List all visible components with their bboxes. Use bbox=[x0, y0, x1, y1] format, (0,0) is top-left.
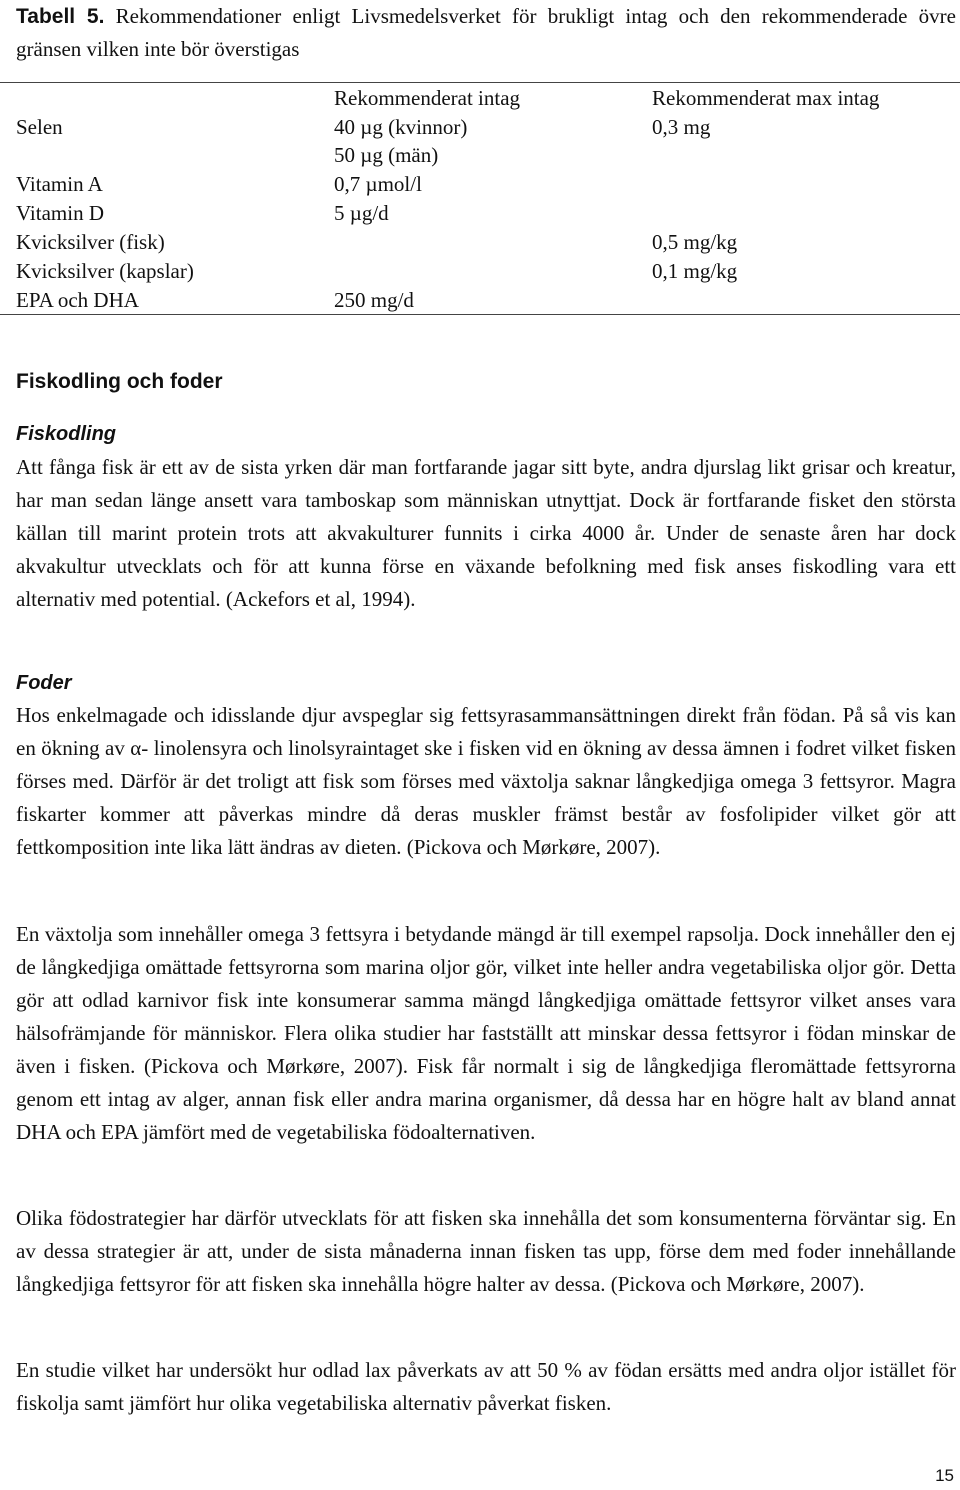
paragraph: Att fånga fisk är ett av de sista yrken där man fortfarande jagar sitt byte, andra djurslag likt grisar och kreatur, har man sedan länge ansett vara tamboskap som människan utnyttjat. Dock är fortfarande fisket den största källan till marint protein trots att akvakulturer funnits i cirka 4000 år. Under de senaste åren har dock akvakultur utvecklats och för att kunna förse en växande befolkning med fisk anses fiskodling vara ett alternativ med potential. (Ackefors et al, 1994). bbox=[16, 455, 956, 611]
table-label: Tabell 5. bbox=[16, 5, 105, 28]
row-name: Vitamin D bbox=[16, 201, 104, 225]
row-intake: 5 µg/d bbox=[334, 201, 389, 225]
header-intake: Rekommenderat intag bbox=[334, 86, 521, 110]
table-bottom-rule bbox=[0, 314, 960, 315]
row-max: 0,3 mg bbox=[652, 115, 711, 139]
row-name: Selen bbox=[16, 115, 63, 139]
subsection-title: Foder bbox=[16, 672, 72, 694]
table-top-rule bbox=[0, 82, 960, 83]
row-name: Kvicksilver (fisk) bbox=[16, 230, 165, 254]
row-name: Kvicksilver (kapslar) bbox=[16, 259, 194, 283]
header-max: Rekommenderat max intag bbox=[652, 86, 880, 110]
row-max: 0,1 mg/kg bbox=[652, 259, 738, 283]
row-intake: 0,7 µmol/l bbox=[334, 172, 422, 196]
recommendation-table bbox=[0, 82, 960, 322]
row-name: Vitamin A bbox=[16, 172, 103, 196]
table-caption-text: Rekommendationer enligt Livsmedelsverket för brukligt intag och den rekommenderade övre gränsen vilken inte bör överstigas bbox=[16, 4, 956, 61]
page-number: 15 bbox=[935, 1466, 954, 1485]
table-caption bbox=[16, 0, 956, 65]
paragraph: En studie vilket har undersökt hur odlad lax påverkats av att 50 % av födan ersätts med andra oljor istället för fiskolja samt jämfört hur olika vegetabiliska alternativ påverkat fisken. bbox=[16, 1358, 956, 1415]
row-name: EPA och DHA bbox=[16, 288, 139, 312]
section-title: Fiskodling och foder bbox=[16, 370, 223, 393]
row-intake: 250 mg/d bbox=[334, 288, 414, 312]
row-intake-second: 50 µg (män) bbox=[334, 143, 439, 167]
row-max: 0,5 mg/kg bbox=[652, 230, 738, 254]
subsection-title: Fiskodling bbox=[16, 423, 116, 445]
paragraph: En växtolja som innehåller omega 3 fettsyra i betydande mängd är till exempel rapsolja. Dock innehåller den ej de långkedjiga omättade fettsyrorna som marina oljor gör, vilket inte heller andra vegetabiliska oljor gör. Detta gör att odlad karnivor fisk inte konsumerar samma mängd långkedjiga omättade fettsyror vilket anses vara hälsofrämjande för människor. Flera olika studier har fastställt att minskar dessa fettsyror i födan minskar de även i fisken. (Pickova och Mørkøre, 2007). Fisk får normalt i sig de långkedjiga fleromättade fettsyrorna genom ett intag av alger, annan fisk eller andra marina organismer, då dessa har en högre halt av bland annat DHA och EPA jämfört med de vegetabiliska födoalternativen. bbox=[16, 922, 956, 1144]
row-intake: 40 µg (kvinnor) bbox=[334, 115, 468, 139]
paragraph: Hos enkelmagade och idisslande djur avspeglar sig fettsyrasammansättningen direkt från födan. På så vis kan en ökning av α- linolensyra och linolsyraintaget ske i fisken vid en ökning av dessa ämnen i fodret vilket fisken förses med. Därför är det troligt att fisk som förses med växtolja saknar långkedjiga omega 3 fettsyror. Magra fiskarter kommer att påverkas mindre då deras muskler främst består av fosfolipider vilket gör att fettkomposition inte lika lätt ändras av dieten. (Pickova och Mørkøre, 2007). bbox=[16, 703, 956, 859]
paragraph: Olika födostrategier har därför utvecklats för att fisken ska innehålla det som konsumenterna förväntar sig. En av dessa strategier är att, under de sista månaderna innan fisken tas upp, förse dem med foder innehållande långkedjiga fettsyror för att fisken ska innehålla högre halter av dessa. (Pickova och Mørkøre, 2007). bbox=[16, 1206, 956, 1296]
